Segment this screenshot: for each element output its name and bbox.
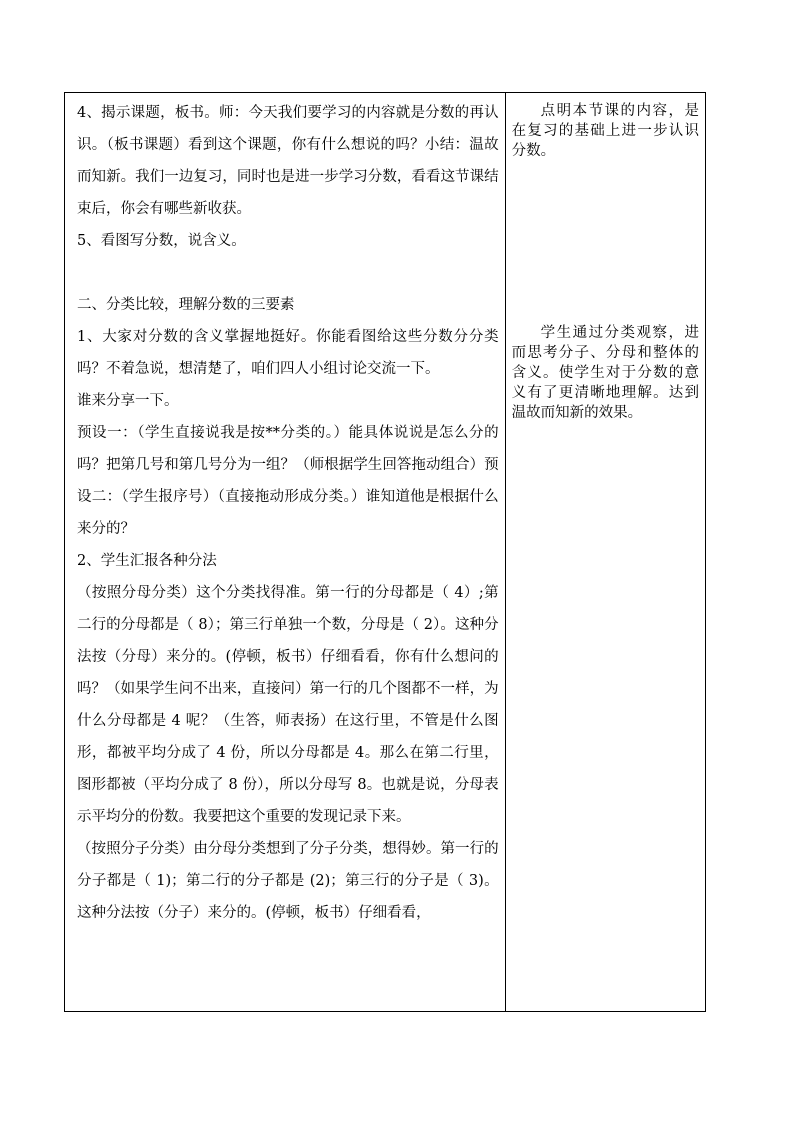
paragraph-student-report: 2、学生汇报各种分法 <box>77 553 217 569</box>
paragraph-write-fractions: 5、看图写分数，说含义。 <box>77 233 246 249</box>
paragraph-classify-denominator: （按照分母分类）这个分类找得准。第一行的分母都是（ 4）;第二行的分母都是（ 8）；第三行单独一个数，分母是（ 2）。这种分法按（分母）来分的。(停顿，板书）仔细看看，你有什么想问的吗？（如果学生问不出来，直接问）第一行的几个图都不一样，为什么分母都是 4 呢？（生答，师表扬）在这行里，不管是什么图形，都被平均分成了 4 份，所以分母都是 4。那么在第二行里，图形都被（平均分成了 8 份），所以分母写 8。也就是说，分母表示平均分的份数。我要把这个重要的发现记录下来。 <box>77 585 499 825</box>
blank-line <box>77 257 499 289</box>
note-lesson-content: 点明本节课的内容，是在复习的基础上进一步认识分数。 <box>511 103 699 159</box>
paragraph-reveal-topic: 4、揭示课题，板书。师：今天我们要学习的内容就是分数的再认识。（板书课题）看到这个课题，你有什么想说的吗？小结：温故而知新。我们一边复习，同时也是进一步学习分数，看看这节课结束后，你会有哪些新收获。 <box>77 105 499 217</box>
paragraph-group-discussion: 1、大家对分数的含义掌握地挺好。你能看图给这些分数分分类吗？不着急说，想清楚了，咱们四人小组讨论交流一下。 <box>77 329 499 377</box>
section-heading-classify: 二、分类比较，理解分数的三要素 <box>77 297 295 313</box>
note-classification: 学生通过分类观察，进而思考分子、分母和整体的含义。使学生对于分数的意义有了更清晰地理解。达到温故而知新的效果。 <box>511 325 699 421</box>
paragraph-presets: 预设一：（学生直接说我是按**分类的。）能具体说说是怎么分的吗？把第几号和第几号分为一组？（师根据学生回答拖动组合）预设二：（学生报序号）（直接拖动形成分类。）谁知道他是根据什么来分的？ <box>77 425 499 537</box>
teaching-process-column <box>65 93 506 1011</box>
lesson-plan-table <box>64 92 706 1012</box>
design-intent-column <box>506 93 705 1011</box>
paragraph-share: 谁来分享一下。 <box>77 393 179 409</box>
paragraph-classify-numerator: （按照分子分类）由分母分类想到了分子分类，想得妙。第一行的分子都是（ 1)；第二行的分子都是 (2)；第三行的分子是（ 3)。这种分法按（分子）来分的。(停顿，板书）仔细看看， <box>77 841 499 921</box>
